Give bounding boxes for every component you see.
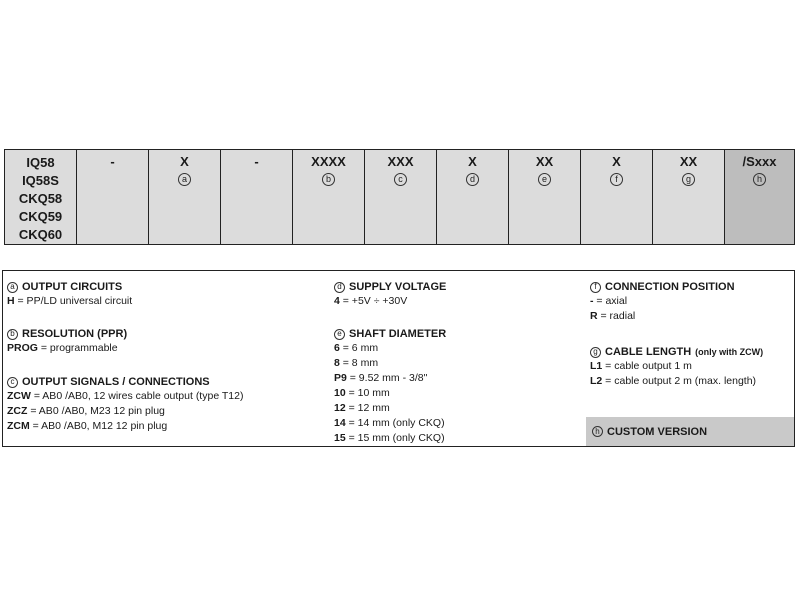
- code-value: XX: [679, 154, 698, 169]
- option-text: = programmable: [37, 342, 118, 354]
- section-title: CUSTOM VERSION: [607, 425, 708, 438]
- section-title: CABLE LENGTH: [605, 346, 692, 358]
- marker-d-icon: d: [466, 173, 479, 186]
- section-heading: [590, 280, 790, 294]
- legend-box: [2, 270, 795, 447]
- option-code: L1: [590, 360, 603, 372]
- option-code: H: [7, 295, 15, 307]
- option-code: 12: [334, 402, 346, 414]
- code-value: -: [254, 154, 259, 169]
- shaft-diameter-group: [334, 327, 584, 446]
- resolution-group: [7, 327, 327, 356]
- marker-g-icon: g: [682, 173, 695, 186]
- model-list: [5, 150, 77, 244]
- option-row: [7, 404, 327, 419]
- option-code: ZCM: [7, 420, 30, 432]
- code-cell-shaft-diameter: [509, 150, 581, 244]
- option-text: = AB0 /AB0, M23 12 pin plug: [27, 405, 165, 417]
- code-cell-supply-voltage: [437, 150, 509, 244]
- option-code: R: [590, 310, 598, 322]
- option-code: P9: [334, 372, 347, 384]
- option-text: = cable output 2 m (max. length): [602, 375, 757, 387]
- option-row: [590, 294, 790, 309]
- output-circuits-group: [7, 280, 327, 309]
- marker-e-icon: e: [334, 329, 345, 340]
- option-text: = cable output 1 m: [602, 360, 692, 372]
- order-code-table: [4, 149, 795, 245]
- option-code: 4: [334, 295, 340, 307]
- section-title: RESOLUTION (PPR): [22, 328, 128, 340]
- marker-h-icon: h: [592, 426, 603, 437]
- marker-b-icon: b: [322, 173, 335, 186]
- cable-length-group: [590, 345, 790, 389]
- marker-f-icon: f: [590, 282, 601, 293]
- section-title: OUTPUT CIRCUITS: [22, 281, 123, 293]
- marker-h-icon: h: [753, 173, 766, 186]
- code-cell-separator: [221, 150, 293, 244]
- option-code: 14: [334, 417, 346, 429]
- marker-f-icon: f: [610, 173, 623, 186]
- supply-voltage-group: [334, 280, 584, 309]
- option-code: 8: [334, 357, 340, 369]
- section-title: OUTPUT SIGNALS / CONNECTIONS: [22, 376, 210, 388]
- model-name: CKQ59: [18, 209, 63, 224]
- option-row: [7, 419, 327, 434]
- code-cell-output-circuit: [149, 150, 221, 244]
- option-row: [334, 341, 584, 356]
- option-row: [334, 371, 584, 386]
- option-text: = AB0 /AB0, 12 wires cable output (type T12): [30, 390, 244, 402]
- code-value: X: [468, 154, 477, 169]
- option-row: [7, 389, 327, 404]
- code-cell-resolution: [293, 150, 365, 244]
- section-title: SHAFT DIAMETER: [349, 328, 447, 340]
- code-cell-custom-version: [725, 150, 794, 244]
- option-text: = radial: [597, 310, 636, 322]
- option-row: [334, 356, 584, 371]
- option-row: [590, 359, 790, 374]
- option-code: -: [590, 295, 594, 307]
- section-title: CONNECTION POSITION: [605, 281, 735, 293]
- option-text: = 12 mm: [345, 402, 390, 414]
- option-row: [334, 416, 584, 431]
- option-code: PROG: [7, 342, 38, 354]
- model-name: CKQ60: [18, 227, 63, 242]
- marker-e-icon: e: [538, 173, 551, 186]
- option-text: = 15 mm (only CKQ): [345, 432, 445, 444]
- section-title: SUPPLY VOLTAGE: [349, 281, 447, 293]
- section-heading: [590, 345, 790, 359]
- code-value: XX: [535, 154, 554, 169]
- marker-d-icon: d: [334, 282, 345, 293]
- section-title-note: (only with ZCW): [695, 347, 764, 357]
- option-row: [334, 401, 584, 416]
- option-row: [334, 431, 584, 446]
- marker-g-icon: g: [590, 347, 601, 358]
- marker-a-icon: a: [7, 282, 18, 293]
- code-cell-connection-position: [581, 150, 653, 244]
- marker-c-icon: c: [7, 377, 18, 388]
- section-heading: [7, 327, 327, 341]
- option-text: = axial: [593, 295, 628, 307]
- code-value: XXXX: [311, 154, 346, 169]
- model-name: IQ58S: [22, 173, 59, 188]
- custom-version-strip: [586, 417, 794, 446]
- code-cell-separator: [77, 150, 149, 244]
- model-name: CKQ58: [18, 191, 63, 206]
- code-value: -: [110, 154, 115, 169]
- option-code: ZCZ: [7, 405, 28, 417]
- marker-a-icon: a: [178, 173, 191, 186]
- code-value: X: [180, 154, 189, 169]
- option-text: = 14 mm (only CKQ): [345, 417, 445, 429]
- section-heading: [334, 327, 584, 341]
- option-text: = +5V ÷ +30V: [339, 295, 408, 307]
- option-row: [7, 294, 327, 309]
- code-cell-output-signals: [365, 150, 437, 244]
- code-value: X: [612, 154, 621, 169]
- option-text: = PP/LD universal circuit: [14, 295, 133, 307]
- code-value: /Sxxx: [742, 154, 777, 169]
- code-cell-cable-length: [653, 150, 725, 244]
- connection-position-group: [590, 280, 790, 324]
- option-row: [7, 341, 327, 356]
- section-heading: [334, 280, 584, 294]
- option-code: 6: [334, 342, 340, 354]
- option-code: L2: [590, 375, 603, 387]
- section-heading: [7, 375, 327, 389]
- option-row: [590, 309, 790, 324]
- option-row: [334, 386, 584, 401]
- option-code: ZCW: [7, 390, 31, 402]
- option-row: [334, 294, 584, 309]
- code-value: XXX: [387, 154, 414, 169]
- option-text: = 8 mm: [339, 357, 379, 369]
- option-text: = AB0 /AB0, M12 12 pin plug: [29, 420, 168, 432]
- marker-b-icon: b: [7, 329, 18, 340]
- option-text: = 9.52 mm - 3/8": [346, 372, 428, 384]
- option-code: 15: [334, 432, 346, 444]
- section-heading: [7, 280, 327, 294]
- option-row: [590, 374, 790, 389]
- option-text: = 10 mm: [345, 387, 390, 399]
- option-text: = 6 mm: [339, 342, 379, 354]
- model-name: IQ58: [26, 155, 55, 170]
- option-code: 10: [334, 387, 346, 399]
- output-signals-group: [7, 375, 327, 434]
- marker-c-icon: c: [394, 173, 407, 186]
